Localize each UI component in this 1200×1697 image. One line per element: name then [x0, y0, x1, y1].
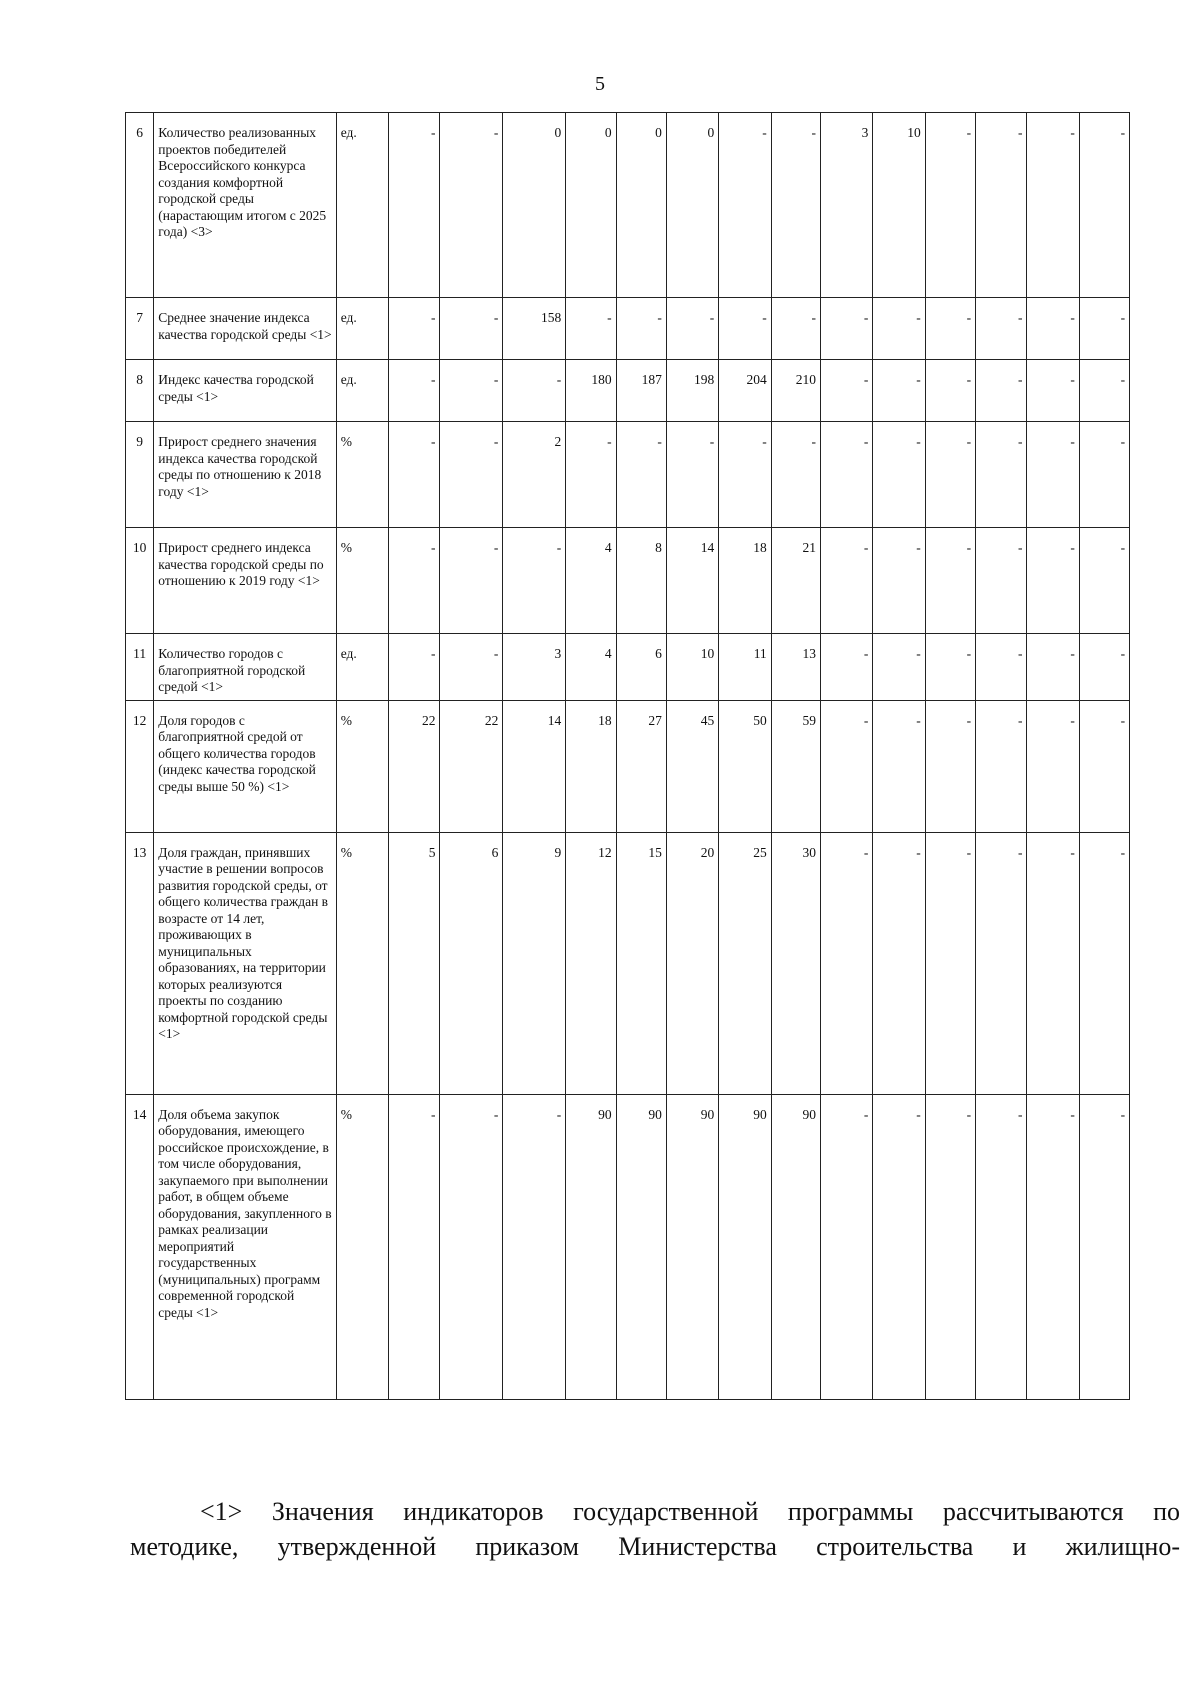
- footnote-line-2: методике, утвержденной приказом Министерства строительства и жилищно-: [130, 1532, 1180, 1561]
- footnote-line-1: <1> Значения индикаторов государственной программы рассчитываются по: [200, 1497, 1180, 1526]
- value-cell: 21: [771, 528, 820, 634]
- value-cell: -: [1027, 634, 1079, 701]
- table-row: [126, 700, 1188, 832]
- value-cell: 90: [666, 1094, 718, 1399]
- value-cell: -: [503, 1094, 566, 1399]
- value-cell: -: [976, 360, 1027, 422]
- indicator-name: Доля граждан, принявших участие в решении вопросов развития городской среды, от общего количества граждан в возрасте от 14 лет, проживающих в муниципальных образованиях, на территории которых реализуются проекты по созданию комфортной городской среды <1>: [154, 832, 336, 1094]
- indicator-name: Прирост среднего значения индекса качества городской среды по отношению к 2018 году <1>: [154, 422, 336, 528]
- value-cell: 204: [719, 360, 771, 422]
- value-cell: -: [389, 298, 440, 360]
- value-cell: 27: [616, 700, 666, 832]
- indicator-name: Прирост среднего индекса качества городской среды по отношению к 2019 году <1>: [154, 528, 336, 634]
- value-cell: -: [616, 422, 666, 528]
- value-cell: -: [503, 360, 566, 422]
- value-cell: 14: [666, 528, 718, 634]
- value-cell: -: [925, 700, 975, 832]
- value-cell: 90: [616, 1094, 666, 1399]
- value-cell: -: [976, 700, 1027, 832]
- value-cell: 90: [566, 1094, 616, 1399]
- row-number: 13: [126, 832, 154, 1094]
- unit-cell: ед.: [336, 634, 388, 701]
- value-cell: 22: [389, 700, 440, 832]
- table-row: [126, 634, 1188, 701]
- value-cell: -: [719, 298, 771, 360]
- value-cell: -: [771, 422, 820, 528]
- unit-cell: ед.: [336, 298, 388, 360]
- value-cell: 90: [771, 1094, 820, 1399]
- value-cell: -: [1079, 422, 1129, 528]
- value-cell: 6: [440, 832, 503, 1094]
- value-cell: -: [566, 422, 616, 528]
- value-cell: -: [1079, 634, 1129, 701]
- value-cell: -: [1027, 113, 1079, 298]
- row-number: 7: [126, 298, 154, 360]
- value-cell: -: [1079, 832, 1129, 1094]
- value-cell: -: [719, 113, 771, 298]
- value-cell: 50: [719, 700, 771, 832]
- value-cell: -: [389, 1094, 440, 1399]
- value-cell: -: [389, 360, 440, 422]
- value-cell: 30: [771, 832, 820, 1094]
- unit-cell: %: [336, 832, 388, 1094]
- value-cell: -: [503, 528, 566, 634]
- value-cell: 11: [719, 634, 771, 701]
- value-cell: -: [1027, 528, 1079, 634]
- value-cell: -: [925, 113, 975, 298]
- indicator-name: Количество реализованных проектов победителей Всероссийского конкурса создания комфортной городской среды (нарастающим итогом с 2025 года) <3>: [154, 113, 336, 298]
- value-cell: -: [873, 634, 925, 701]
- value-cell: -: [976, 422, 1027, 528]
- value-cell: -: [1079, 113, 1129, 298]
- value-cell: -: [976, 832, 1027, 1094]
- value-cell: 59: [771, 700, 820, 832]
- value-cell: -: [820, 700, 872, 832]
- value-cell: -: [666, 298, 718, 360]
- indicators-table: [125, 112, 1188, 1400]
- value-cell: -: [616, 298, 666, 360]
- value-cell: -: [719, 422, 771, 528]
- value-cell: 2: [503, 422, 566, 528]
- value-cell: -: [820, 1094, 872, 1399]
- value-cell: 3: [503, 634, 566, 701]
- value-cell: 10: [666, 634, 718, 701]
- unit-cell: %: [336, 1094, 388, 1399]
- value-cell: -: [1027, 700, 1079, 832]
- value-cell: -: [820, 360, 872, 422]
- value-cell: -: [925, 360, 975, 422]
- value-cell: -: [873, 422, 925, 528]
- value-cell: -: [1027, 298, 1079, 360]
- value-cell: -: [873, 298, 925, 360]
- value-cell: -: [440, 422, 503, 528]
- value-cell: -: [976, 113, 1027, 298]
- value-cell: -: [1079, 700, 1129, 832]
- value-cell: -: [976, 298, 1027, 360]
- value-cell: -: [1027, 422, 1079, 528]
- value-cell: -: [820, 634, 872, 701]
- value-cell: 0: [503, 113, 566, 298]
- value-cell: -: [440, 113, 503, 298]
- value-cell: -: [566, 298, 616, 360]
- indicator-name: Индекс качества городской среды <1>: [154, 360, 336, 422]
- value-cell: -: [820, 422, 872, 528]
- value-cell: -: [666, 422, 718, 528]
- value-cell: 18: [719, 528, 771, 634]
- value-cell: 210: [771, 360, 820, 422]
- value-cell: -: [925, 634, 975, 701]
- table-row: [126, 528, 1188, 634]
- value-cell: 4: [566, 528, 616, 634]
- value-cell: -: [925, 528, 975, 634]
- value-cell: 22: [440, 700, 503, 832]
- value-cell: 90: [719, 1094, 771, 1399]
- unit-cell: %: [336, 422, 388, 528]
- value-cell: -: [820, 832, 872, 1094]
- value-cell: 45: [666, 700, 718, 832]
- unit-cell: ед.: [336, 360, 388, 422]
- table-row: [126, 832, 1188, 1094]
- value-cell: 15: [616, 832, 666, 1094]
- value-cell: -: [976, 634, 1027, 701]
- page-number: 5: [595, 73, 605, 95]
- row-number: 8: [126, 360, 154, 422]
- value-cell: -: [925, 422, 975, 528]
- value-cell: -: [1079, 360, 1129, 422]
- value-cell: -: [873, 1094, 925, 1399]
- indicator-name: Количество городов с благоприятной городской средой <1>: [154, 634, 336, 701]
- value-cell: 158: [503, 298, 566, 360]
- value-cell: -: [440, 528, 503, 634]
- value-cell: -: [771, 113, 820, 298]
- value-cell: 14: [503, 700, 566, 832]
- value-cell: -: [1079, 1094, 1129, 1399]
- row-number: 14: [126, 1094, 154, 1399]
- value-cell: 5: [389, 832, 440, 1094]
- indicator-name: Доля городов с благоприятной средой от общего количества городов (индекс качества городской среды выше 50 %) <1>: [154, 700, 336, 832]
- row-number: 12: [126, 700, 154, 832]
- value-cell: 25: [719, 832, 771, 1094]
- value-cell: 20: [666, 832, 718, 1094]
- value-cell: 12: [566, 832, 616, 1094]
- value-cell: 180: [566, 360, 616, 422]
- value-cell: -: [976, 528, 1027, 634]
- value-cell: 4: [566, 634, 616, 701]
- row-number: 11: [126, 634, 154, 701]
- value-cell: 6: [616, 634, 666, 701]
- value-cell: -: [1079, 528, 1129, 634]
- unit-cell: %: [336, 528, 388, 634]
- value-cell: -: [389, 634, 440, 701]
- value-cell: -: [389, 422, 440, 528]
- value-cell: -: [925, 298, 975, 360]
- row-number: 9: [126, 422, 154, 528]
- value-cell: -: [440, 634, 503, 701]
- value-cell: -: [820, 298, 872, 360]
- unit-cell: ед.: [336, 113, 388, 298]
- value-cell: 18: [566, 700, 616, 832]
- row-number: 10: [126, 528, 154, 634]
- indicator-name: Доля объема закупок оборудования, имеющего российское происхождение, в том числе оборудования, закупаемого при выполнении работ, в общем объеме оборудования, закупленного в рамках реализации мероприятий государственных (муниципальных) программ современной городской среды <1>: [154, 1094, 336, 1399]
- value-cell: -: [1027, 1094, 1079, 1399]
- table-row: [126, 1094, 1188, 1399]
- value-cell: 8: [616, 528, 666, 634]
- value-cell: -: [771, 298, 820, 360]
- value-cell: 9: [503, 832, 566, 1094]
- value-cell: 13: [771, 634, 820, 701]
- table-row: [126, 298, 1188, 360]
- value-cell: 187: [616, 360, 666, 422]
- table-row: [126, 422, 1188, 528]
- value-cell: 0: [566, 113, 616, 298]
- table-row: [126, 360, 1188, 422]
- value-cell: -: [1027, 360, 1079, 422]
- indicator-name: Среднее значение индекса качества городской среды <1>: [154, 298, 336, 360]
- row-number: 6: [126, 113, 154, 298]
- value-cell: -: [389, 113, 440, 298]
- value-cell: -: [873, 832, 925, 1094]
- value-cell: -: [440, 360, 503, 422]
- value-cell: -: [873, 528, 925, 634]
- value-cell: -: [873, 360, 925, 422]
- value-cell: -: [1027, 832, 1079, 1094]
- value-cell: -: [925, 1094, 975, 1399]
- value-cell: 198: [666, 360, 718, 422]
- table-row: [126, 113, 1188, 298]
- value-cell: -: [925, 832, 975, 1094]
- value-cell: -: [389, 528, 440, 634]
- value-cell: 10: [873, 113, 925, 298]
- value-cell: -: [820, 528, 872, 634]
- value-cell: 0: [616, 113, 666, 298]
- value-cell: 0: [666, 113, 718, 298]
- unit-cell: %: [336, 700, 388, 832]
- value-cell: -: [440, 1094, 503, 1399]
- value-cell: -: [1079, 298, 1129, 360]
- value-cell: -: [873, 700, 925, 832]
- value-cell: -: [976, 1094, 1027, 1399]
- value-cell: 3: [820, 113, 872, 298]
- value-cell: -: [440, 298, 503, 360]
